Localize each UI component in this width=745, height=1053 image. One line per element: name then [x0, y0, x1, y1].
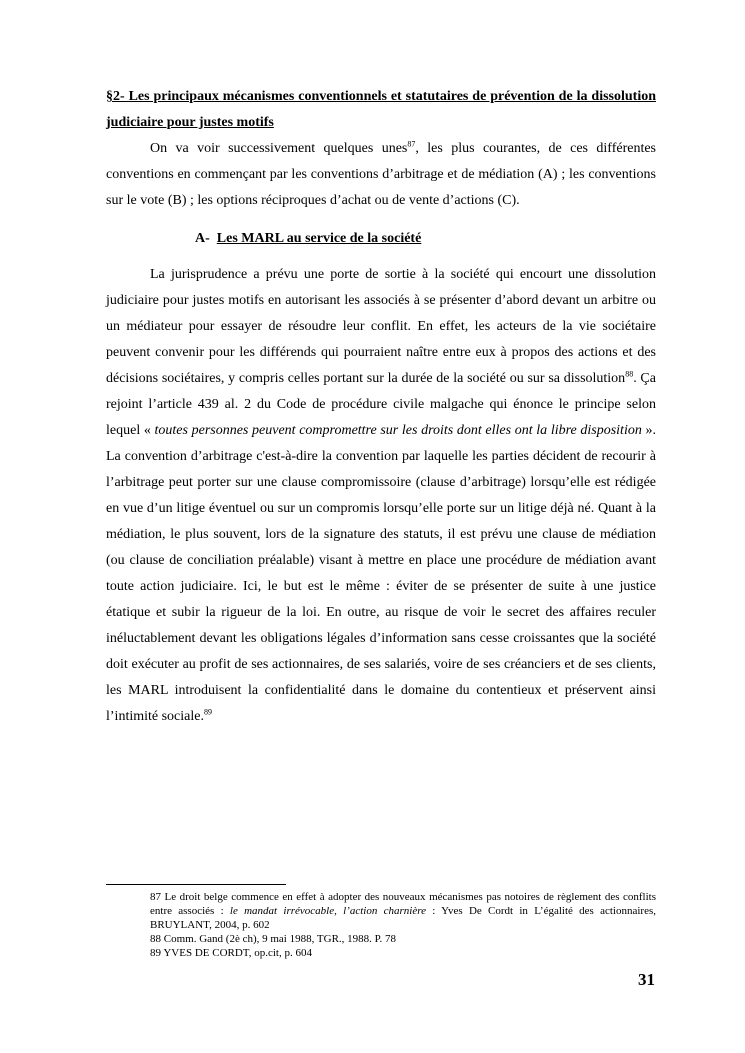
intro-text-a: On va voir successivement quelques unes — [150, 141, 408, 156]
footnote-87-italic: le mandat irrévocable, l’action charnière — [229, 905, 426, 917]
footnote-87-text-a: 87 Le droit belge commence en effet à adopter des nouveaux mécanismes pas notoires de règlement des conflits entre associés : — [150, 891, 656, 917]
subsection-label: A- — [195, 231, 210, 246]
footnote-ref-89[interactable]: 89 — [203, 707, 212, 717]
main-text-b: . Ça rejoint l’article 439 al. 2 du Code de procédure civile malgache qui énonce le principe selon lequel « — [106, 371, 656, 438]
footnote-87 — [150, 890, 656, 932]
footnote-ref-87[interactable]: 87 — [407, 139, 416, 149]
footnote-88: 88 Comm. Gand (2è ch), 9 mai 1988, TGR., 1988. P. 78 — [150, 933, 397, 945]
subsection-title: Les MARL au service de la société — [216, 231, 422, 246]
footnote-87-text-b: : Yves De Cordt in L’égalité des actionnaires, BRUYLANT, 2004, p. 602 — [150, 905, 656, 931]
footnote-ref-88[interactable]: 88 — [625, 369, 634, 379]
footnote-separator — [106, 884, 286, 885]
footnotes — [150, 890, 656, 960]
document-page — [106, 84, 656, 730]
footnote-89: 89 YVES DE CORDT, op.cit, p. 604 — [150, 947, 312, 959]
main-text-c: ». La convention d’arbitrage c'est-à-dire la convention par laquelle les parties décident de recourir à l’arbitrage peut porter sur une clause compromissoire (clause d’arbitrage) lorsqu’elle est rédigée en vue d’un litige éventuel ou sur un compromis lorsqu’elle porte sur un litige déjà né. Quant à la médiation, le plus souvent, lors de la signature des statuts, il est prévu une clause de médiation (ou clause de conciliation préalable) visant à mettre en place une procédure de médiation avant toute action judiciaire. Ici, le but est le même : éviter de se présenter de suite à une justice étatique et subir la rigueur de la loi. En outre, au risque de voir le secret des affaires reculer inéluctablement devant les obligations légales d’information sans cesse croissantes que la société doit exécuter au profit de ses actionnaires, de ses salariés, voire de ses créanciers et de ses clients, les MARL introduisent la confidentialité dans le domaine du contentieux et préservent ainsi l’intimité sociale. — [106, 423, 656, 724]
intro-text-b: , les plus courantes, de ces différentes conventions en commençant par les conventions d’arbitrage et de médiation (A) ; les conventions sur le vote (B) ; les options réciproques d’achat ou de vente d’actions (C). — [106, 141, 657, 208]
quoted-principle: toutes personnes peuvent compromettre sur les droits dont elles ont la libre disposition — [154, 423, 642, 438]
main-paragraph — [106, 262, 656, 730]
section-heading: §2- Les principaux mécanismes conventionnels et statutaires de prévention de la dissolution judiciaire pour justes motifs — [106, 89, 656, 130]
subsection-heading — [195, 226, 656, 252]
main-text-a: La jurisprudence a prévu une porte de sortie à la société qui encourt une dissolution judiciaire pour justes motifs en autorisant les associés à se présenter d’abord devant un arbitre ou un médiateur pour essayer de résoudre leur conflit. En effet, les acteurs de la vie sociétaire peuvent convenir pour les différends qui pourraient naître entre eux à propos des actions et des décisions sociétaires, y compris celles portant sur la durée de la société ou sur sa dissolution — [106, 267, 656, 386]
page-number: 31 — [638, 970, 655, 989]
intro-paragraph — [106, 136, 656, 214]
